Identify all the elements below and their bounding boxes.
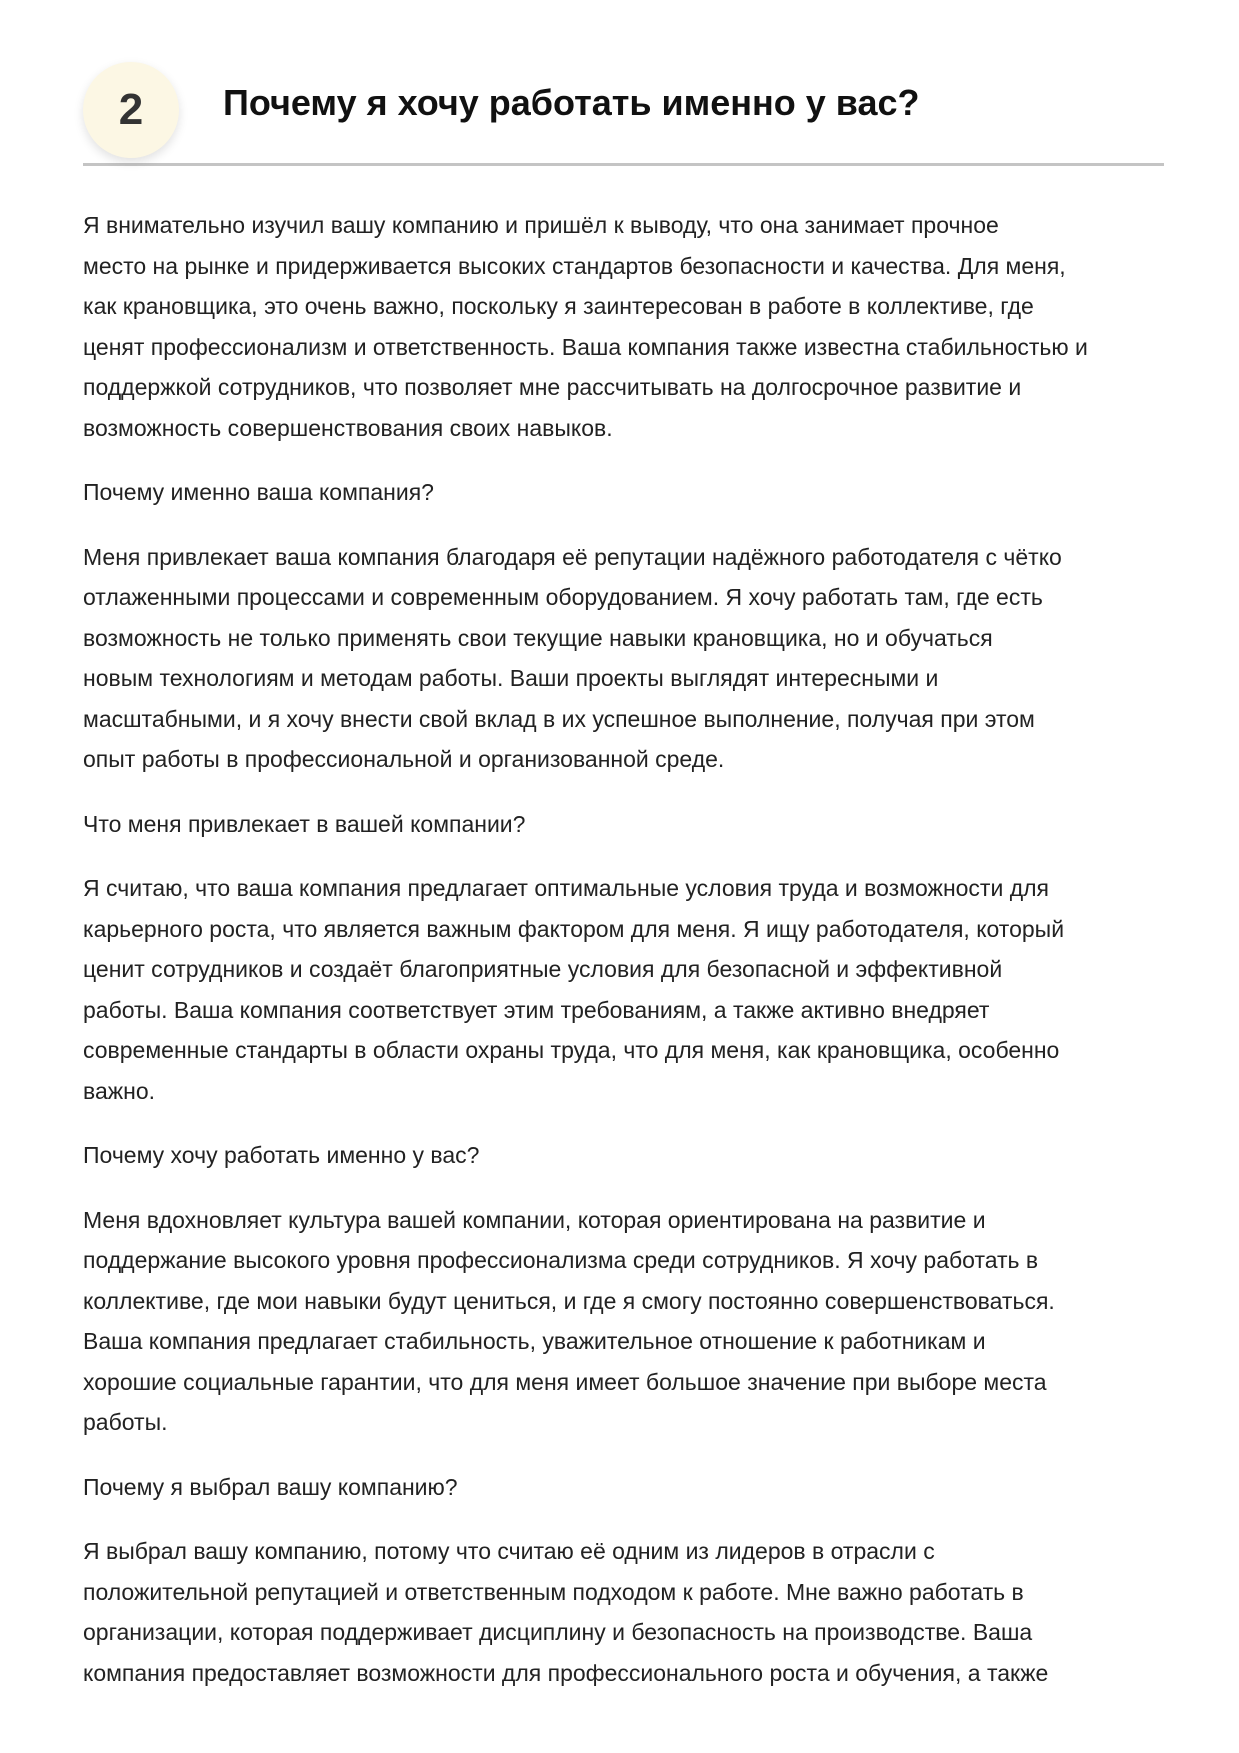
- paragraph: [83, 1531, 1183, 1693]
- text-line: работы.: [83, 1409, 168, 1435]
- section-number-badge: 2: [83, 62, 179, 158]
- text-line: работы. Ваша компания соответствует этим требованиям, а также активно внедряет: [83, 996, 990, 1023]
- text-line: место на рынке и придерживается высоких стандартов безопасности и качества. Для меня,: [83, 252, 1066, 279]
- text-line: важно.: [83, 1077, 156, 1104]
- section-header: [83, 52, 1164, 166]
- text-line: Ваша компания предлагает стабильность, уважительное отношение к работникам и: [83, 1328, 986, 1354]
- text-line: возможность совершенствования своих навыков.: [83, 414, 613, 441]
- text-line: Почему именно ваша компания?: [83, 479, 434, 505]
- article-body: [83, 205, 1183, 1717]
- text-line: Я считаю, что ваша компания предлагает оптимальные условия труда и возможности для: [83, 875, 1049, 901]
- text-line: Что меня привлекает в вашей компании?: [83, 810, 526, 837]
- subheading-question: [83, 804, 1183, 845]
- text-line: опыт работы в профессиональной и организованной среде.: [83, 746, 725, 772]
- text-line: карьерного роста, что является важным фактором для меня. Я ищу работодателя, который: [83, 915, 1065, 942]
- text-line: хорошие социальные гарантии, что для меня имеет большое значение при выборе места: [83, 1368, 1047, 1395]
- text-line: поддержание высокого уровня профессионализма среди сотрудников. Я хочу работать в: [83, 1247, 1039, 1273]
- text-line: Меня вдохновляет культура вашей компании, которая ориентирована на развитие и: [83, 1206, 986, 1233]
- text-line: как крановщика, это очень важно, поскольку я заинтересован в работе в коллективе, где: [83, 293, 1034, 319]
- paragraph: [83, 537, 1183, 780]
- text-line: положительной репутацией и ответственным подходом к работе. Мне важно работать в: [83, 1578, 1024, 1605]
- paragraph: [83, 205, 1183, 448]
- text-line: компания предоставляет возможности для профессионального роста и обучения, а также: [83, 1659, 1049, 1686]
- text-line: Почему я выбрал вашу компанию?: [83, 1473, 458, 1500]
- text-line: масштабными, и я хочу внести свой вклад в их успешное выполнение, получая при этом: [83, 705, 1035, 732]
- text-line: Почему хочу работать именно у вас?: [83, 1142, 480, 1168]
- text-line: возможность не только применять свои текущие навыки крановщика, но и обучаться: [83, 624, 993, 651]
- text-line: новым технологиям и методам работы. Ваши проекты выглядят интересными и: [83, 665, 939, 691]
- subheading-question: [83, 1135, 1183, 1176]
- text-line: современные стандарты в области охраны труда, что для меня, как крановщика, особенно: [83, 1037, 1060, 1063]
- text-line: Я выбрал вашу компанию, потому что считаю её одним из лидеров в отрасли с: [83, 1538, 935, 1564]
- paragraph: [83, 868, 1183, 1111]
- text-line: поддержкой сотрудников, что позволяет мне рассчитывать на долгосрочное развитие и: [83, 374, 1022, 400]
- text-line: Я внимательно изучил вашу компанию и пришёл к выводу, что она занимает прочное: [83, 212, 999, 238]
- text-line: ценят профессионализм и ответственность. Ваша компания также известна стабильностью и: [83, 333, 1088, 360]
- text-line: отлаженными процессами и современным оборудованием. Я хочу работать там, где есть: [83, 584, 1043, 610]
- text-line: коллективе, где мои навыки будут цениться, и где я смогу постоянно совершенствоваться.: [83, 1287, 1055, 1314]
- subheading-question: [83, 1467, 1183, 1508]
- text-line: ценит сотрудников и создаёт благоприятные условия для безопасной и эффективной: [83, 956, 1003, 982]
- section-title: Почему я хочу работать именно у вас?: [223, 82, 920, 123]
- text-line: Меня привлекает ваша компания благодаря её репутации надёжного работодателя с чётко: [83, 543, 1062, 570]
- paragraph: [83, 1200, 1183, 1443]
- subheading-question: [83, 472, 1183, 513]
- text-line: организации, которая поддерживает дисциплину и безопасность на производстве. Ваша: [83, 1619, 1033, 1645]
